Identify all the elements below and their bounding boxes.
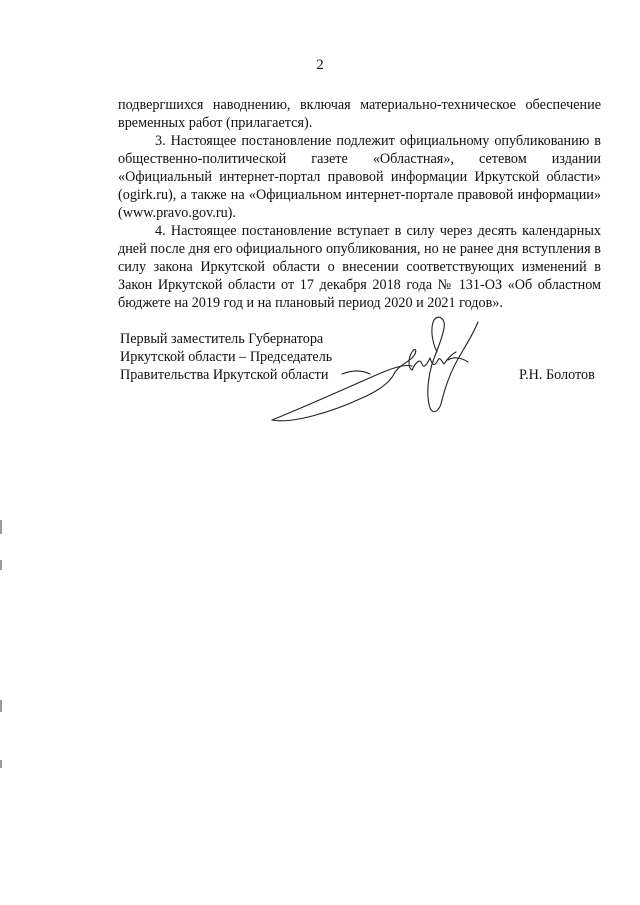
paragraph-continuation: подвергшихся наводнению, включая материально-техническое обеспечение временных работ (прилагается).: [118, 97, 601, 131]
scan-edge-mark: [0, 700, 2, 712]
scan-edge-mark: [0, 560, 2, 570]
scan-edge-mark: [0, 760, 2, 768]
signatory-position-line: Первый заместитель Губернатора: [120, 331, 324, 347]
page-number: 2: [316, 57, 324, 73]
handwritten-signature: [262, 312, 492, 430]
paragraph-publication: 3. Настоящее постановление подлежит официальному опубликованию в общественно-политической газете «Областная», сетевом издании «Официальный интернет-портал правовой информации Иркутской области» (ogirk.ru), а также на «Официальном интернет-портале правовой информации» (www.pravo.gov.ru).: [118, 133, 601, 221]
scan-edge-mark: [0, 520, 2, 534]
signatory-position-line: Иркутской области – Председатель: [120, 349, 333, 365]
signatory-position-line: Правительства Иркутской области: [120, 367, 329, 383]
document-body: [118, 96, 601, 312]
signatory-name: Р.Н. Болотов: [519, 367, 595, 383]
paragraph-entry-into-force: 4. Настоящее постановление вступает в силу через десять календарных дней после дня его официального опубликования, но не ранее дня вступления в силу закона Иркутской области о внесении соответствующих изменений в Закон Иркутской области от 17 декабря 2018 года № 131-ОЗ «Об областном бюджете на 2019 год и на плановый период 2020 и 2021 годов».: [118, 223, 601, 311]
